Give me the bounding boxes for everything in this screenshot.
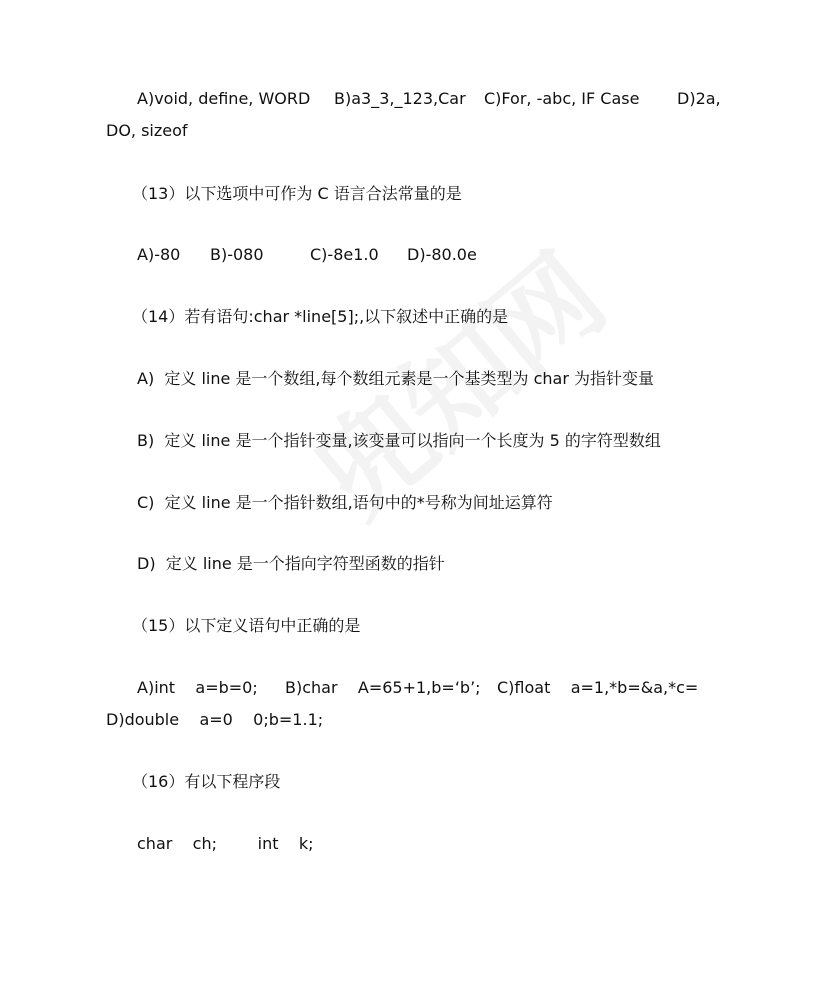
question-15: （15）以下定义语句中正确的是 [132,616,361,635]
q14-option-b: B) 定义 line 是一个指针变量,该变量可以指向一个长度为 5 的字符型数组 [137,431,661,450]
option-a-text: A)void, define, WORD [137,89,311,108]
q13-option-c: C)-8e1.0 [310,245,379,264]
option-c-text: C)For, -abc, IF Case [484,89,640,108]
q14-option-a: A) 定义 line 是一个数组,每个数组元素是一个基类型为 char 为指针变量 [137,369,654,388]
q15-option-b: B)char A=65+1,b=‘b’; [285,678,481,697]
question-14: （14）若有语句:char *line[5];,以下叙述中正确的是 [132,307,509,326]
option-b-text: B)a3_3,_123,Car [334,89,466,108]
option-d-text: D)2a, [677,89,721,108]
q15-option-d: D)double a=0 0;b=1.1; [106,710,324,729]
question-13: （13）以下选项中可作为 C 语言合法常量的是 [132,184,462,203]
q15-option-a: A)int a=b=0; [137,678,258,697]
q14-option-d: D) 定义 line 是一个指向字符型函数的指针 [137,554,445,573]
q15-option-c: C)float a=1,*b=&a,*c= [497,678,699,697]
question-16: （16）有以下程序段 [132,772,281,791]
q13-option-a: A)-80 [137,245,181,264]
q14-option-c: C) 定义 line 是一个指针数组,语句中的*号称为间址运算符 [137,493,553,512]
q13-option-d: D)-80.0e [407,245,477,264]
q13-option-b: B)-080 [210,245,264,264]
option-d-continued: DO, sizeof [106,121,188,140]
q16-code-line: char ch; int k; [137,834,314,853]
